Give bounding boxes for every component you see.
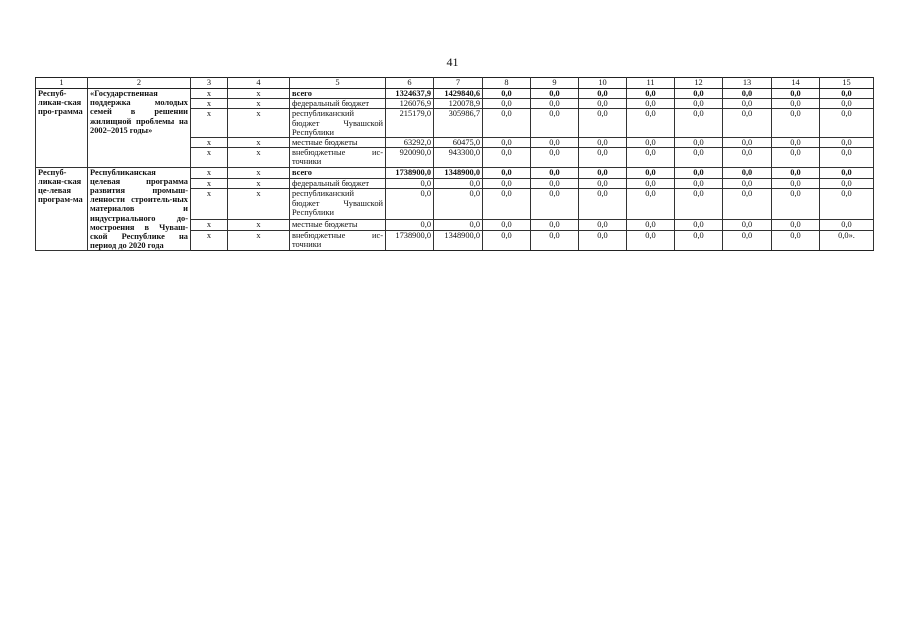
value-col-9: 0,0 (531, 189, 579, 220)
value-col-13: 0,0 (723, 109, 772, 138)
value-col-12: 0,0 (675, 89, 723, 99)
value-col-9: 0,0 (531, 178, 579, 189)
column-4-cell: х (228, 148, 290, 167)
column-4-cell: х (228, 167, 290, 178)
value-col-9: 0,0 (531, 148, 579, 167)
value-col-6: 63292,0 (386, 138, 434, 148)
funding-source-cell: федеральный бюджет (290, 178, 386, 189)
program-type-cell: Респуб-ликан-ская це-левая програм-ма (36, 167, 88, 251)
value-col-10: 0,0 (579, 167, 627, 178)
value-col-12: 0,0 (675, 219, 723, 230)
value-col-12: 0,0 (675, 189, 723, 220)
value-col-13: 0,0 (723, 219, 772, 230)
column-number-5: 5 (290, 78, 386, 89)
value-col-6: 0,0 (386, 219, 434, 230)
value-col-8: 0,0 (483, 89, 531, 99)
column-number-11: 11 (627, 78, 675, 89)
value-col-6: 0,0 (386, 189, 434, 220)
column-number-2: 2 (88, 78, 191, 89)
value-col-9: 0,0 (531, 109, 579, 138)
column-number-6: 6 (386, 78, 434, 89)
value-col-7: 0,0 (434, 178, 483, 189)
column-3-cell: х (191, 109, 228, 138)
program-name-cell: Республиканская целевая программа развития промыш-ленности строитель-ных материалов и индустриального до-мостроения в Чуваш-ской Республике на период до 2020 года (88, 167, 191, 251)
value-col-14: 0,0 (772, 109, 820, 138)
value-col-10: 0,0 (579, 148, 627, 167)
column-number-9: 9 (531, 78, 579, 89)
value-col-14: 0,0 (772, 219, 820, 230)
value-col-9: 0,0 (531, 89, 579, 99)
value-col-10: 0,0 (579, 230, 627, 251)
value-col-15: 0,0». (820, 230, 874, 251)
value-col-6: 0,0 (386, 178, 434, 189)
value-col-11: 0,0 (627, 148, 675, 167)
value-col-14: 0,0 (772, 167, 820, 178)
value-col-7: 1348900,0 (434, 167, 483, 178)
value-col-11: 0,0 (627, 167, 675, 178)
column-number-8: 8 (483, 78, 531, 89)
value-col-13: 0,0 (723, 138, 772, 148)
value-col-10: 0,0 (579, 189, 627, 220)
value-col-11: 0,0 (627, 230, 675, 251)
value-col-7: 943300,0 (434, 148, 483, 167)
value-col-14: 0,0 (772, 138, 820, 148)
value-col-12: 0,0 (675, 230, 723, 251)
value-col-13: 0,0 (723, 148, 772, 167)
value-col-10: 0,0 (579, 219, 627, 230)
value-col-12: 0,0 (675, 99, 723, 109)
value-col-9: 0,0 (531, 99, 579, 109)
column-4-cell: х (228, 189, 290, 220)
column-3-cell: х (191, 189, 228, 220)
value-col-7: 0,0 (434, 189, 483, 220)
value-col-10: 0,0 (579, 89, 627, 99)
value-col-12: 0,0 (675, 138, 723, 148)
value-col-11: 0,0 (627, 89, 675, 99)
value-col-10: 0,0 (579, 109, 627, 138)
column-3-cell: х (191, 167, 228, 178)
value-col-8: 0,0 (483, 219, 531, 230)
value-col-15: 0,0 (820, 89, 874, 99)
value-col-7: 120078,9 (434, 99, 483, 109)
table-row (36, 89, 874, 99)
value-col-8: 0,0 (483, 138, 531, 148)
value-col-10: 0,0 (579, 178, 627, 189)
column-number-14: 14 (772, 78, 820, 89)
funding-source-cell: республиканский бюджет Чувашской Республики (290, 109, 386, 138)
value-col-7: 0,0 (434, 219, 483, 230)
value-col-8: 0,0 (483, 109, 531, 138)
value-col-15: 0,0 (820, 138, 874, 148)
value-col-11: 0,0 (627, 99, 675, 109)
value-col-6: 1738900,0 (386, 167, 434, 178)
value-col-11: 0,0 (627, 178, 675, 189)
funding-source-cell: федеральный бюджет (290, 99, 386, 109)
value-col-15: 0,0 (820, 219, 874, 230)
value-col-13: 0,0 (723, 178, 772, 189)
value-col-14: 0,0 (772, 148, 820, 167)
value-col-9: 0,0 (531, 230, 579, 251)
column-4-cell: х (228, 230, 290, 251)
column-number-3: 3 (191, 78, 228, 89)
column-number-15: 15 (820, 78, 874, 89)
column-number-7: 7 (434, 78, 483, 89)
column-number-4: 4 (228, 78, 290, 89)
value-col-6: 920090,0 (386, 148, 434, 167)
value-col-11: 0,0 (627, 189, 675, 220)
column-4-cell: х (228, 138, 290, 148)
funding-source-cell: местные бюджеты (290, 138, 386, 148)
value-col-6: 1738900,0 (386, 230, 434, 251)
column-3-cell: х (191, 148, 228, 167)
value-col-14: 0,0 (772, 189, 820, 220)
value-col-15: 0,0 (820, 99, 874, 109)
value-col-8: 0,0 (483, 230, 531, 251)
column-3-cell: х (191, 138, 228, 148)
value-col-13: 0,0 (723, 89, 772, 99)
column-4-cell: х (228, 109, 290, 138)
budget-table (35, 77, 874, 251)
value-col-12: 0,0 (675, 109, 723, 138)
value-col-13: 0,0 (723, 189, 772, 220)
column-4-cell: х (228, 89, 290, 99)
value-col-7: 305986,7 (434, 109, 483, 138)
value-col-15: 0,0 (820, 167, 874, 178)
value-col-8: 0,0 (483, 99, 531, 109)
table-row (36, 167, 874, 178)
program-type-cell: Респуб-ликан-ская про-грамма (36, 89, 88, 168)
column-3-cell: х (191, 89, 228, 99)
column-4-cell: х (228, 219, 290, 230)
value-col-9: 0,0 (531, 138, 579, 148)
page-number: 41 (446, 55, 459, 69)
column-3-cell: х (191, 230, 228, 251)
column-number-13: 13 (723, 78, 772, 89)
value-col-15: 0,0 (820, 148, 874, 167)
value-col-11: 0,0 (627, 109, 675, 138)
value-col-6: 1324637,9 (386, 89, 434, 99)
value-col-14: 0,0 (772, 230, 820, 251)
value-col-11: 0,0 (627, 219, 675, 230)
funding-source-cell: внебюджетные ис-точники (290, 230, 386, 251)
header-row (36, 78, 874, 89)
value-col-8: 0,0 (483, 167, 531, 178)
column-4-cell: х (228, 99, 290, 109)
value-col-10: 0,0 (579, 99, 627, 109)
funding-source-cell: всего (290, 89, 386, 99)
value-col-14: 0,0 (772, 89, 820, 99)
funding-source-cell: местные бюджеты (290, 219, 386, 230)
value-col-13: 0,0 (723, 167, 772, 178)
column-number-12: 12 (675, 78, 723, 89)
funding-source-cell: внебюджетные ис-точники (290, 148, 386, 167)
value-col-12: 0,0 (675, 167, 723, 178)
value-col-7: 1348900,0 (434, 230, 483, 251)
column-3-cell: х (191, 178, 228, 189)
column-3-cell: х (191, 219, 228, 230)
value-col-9: 0,0 (531, 219, 579, 230)
value-col-12: 0,0 (675, 148, 723, 167)
program-name-cell: «Государственная поддержка молодых семей в решении жилищной проблемы на 2002–2015 годы» (88, 89, 191, 168)
funding-source-cell: республиканский бюджет Чувашской Республики (290, 189, 386, 220)
value-col-15: 0,0 (820, 189, 874, 220)
column-3-cell: х (191, 99, 228, 109)
funding-source-cell: всего (290, 167, 386, 178)
value-col-8: 0,0 (483, 178, 531, 189)
value-col-14: 0,0 (772, 178, 820, 189)
value-col-8: 0,0 (483, 148, 531, 167)
value-col-8: 0,0 (483, 189, 531, 220)
value-col-11: 0,0 (627, 138, 675, 148)
column-4-cell: х (228, 178, 290, 189)
value-col-7: 1429840,6 (434, 89, 483, 99)
value-col-7: 60475,0 (434, 138, 483, 148)
column-number-10: 10 (579, 78, 627, 89)
value-col-14: 0,0 (772, 99, 820, 109)
value-col-13: 0,0 (723, 99, 772, 109)
value-col-6: 126076,9 (386, 99, 434, 109)
value-col-13: 0,0 (723, 230, 772, 251)
value-col-9: 0,0 (531, 167, 579, 178)
value-col-10: 0,0 (579, 138, 627, 148)
value-col-15: 0,0 (820, 109, 874, 138)
value-col-12: 0,0 (675, 178, 723, 189)
value-col-15: 0,0 (820, 178, 874, 189)
column-number-1: 1 (36, 78, 88, 89)
value-col-6: 215179,0 (386, 109, 434, 138)
